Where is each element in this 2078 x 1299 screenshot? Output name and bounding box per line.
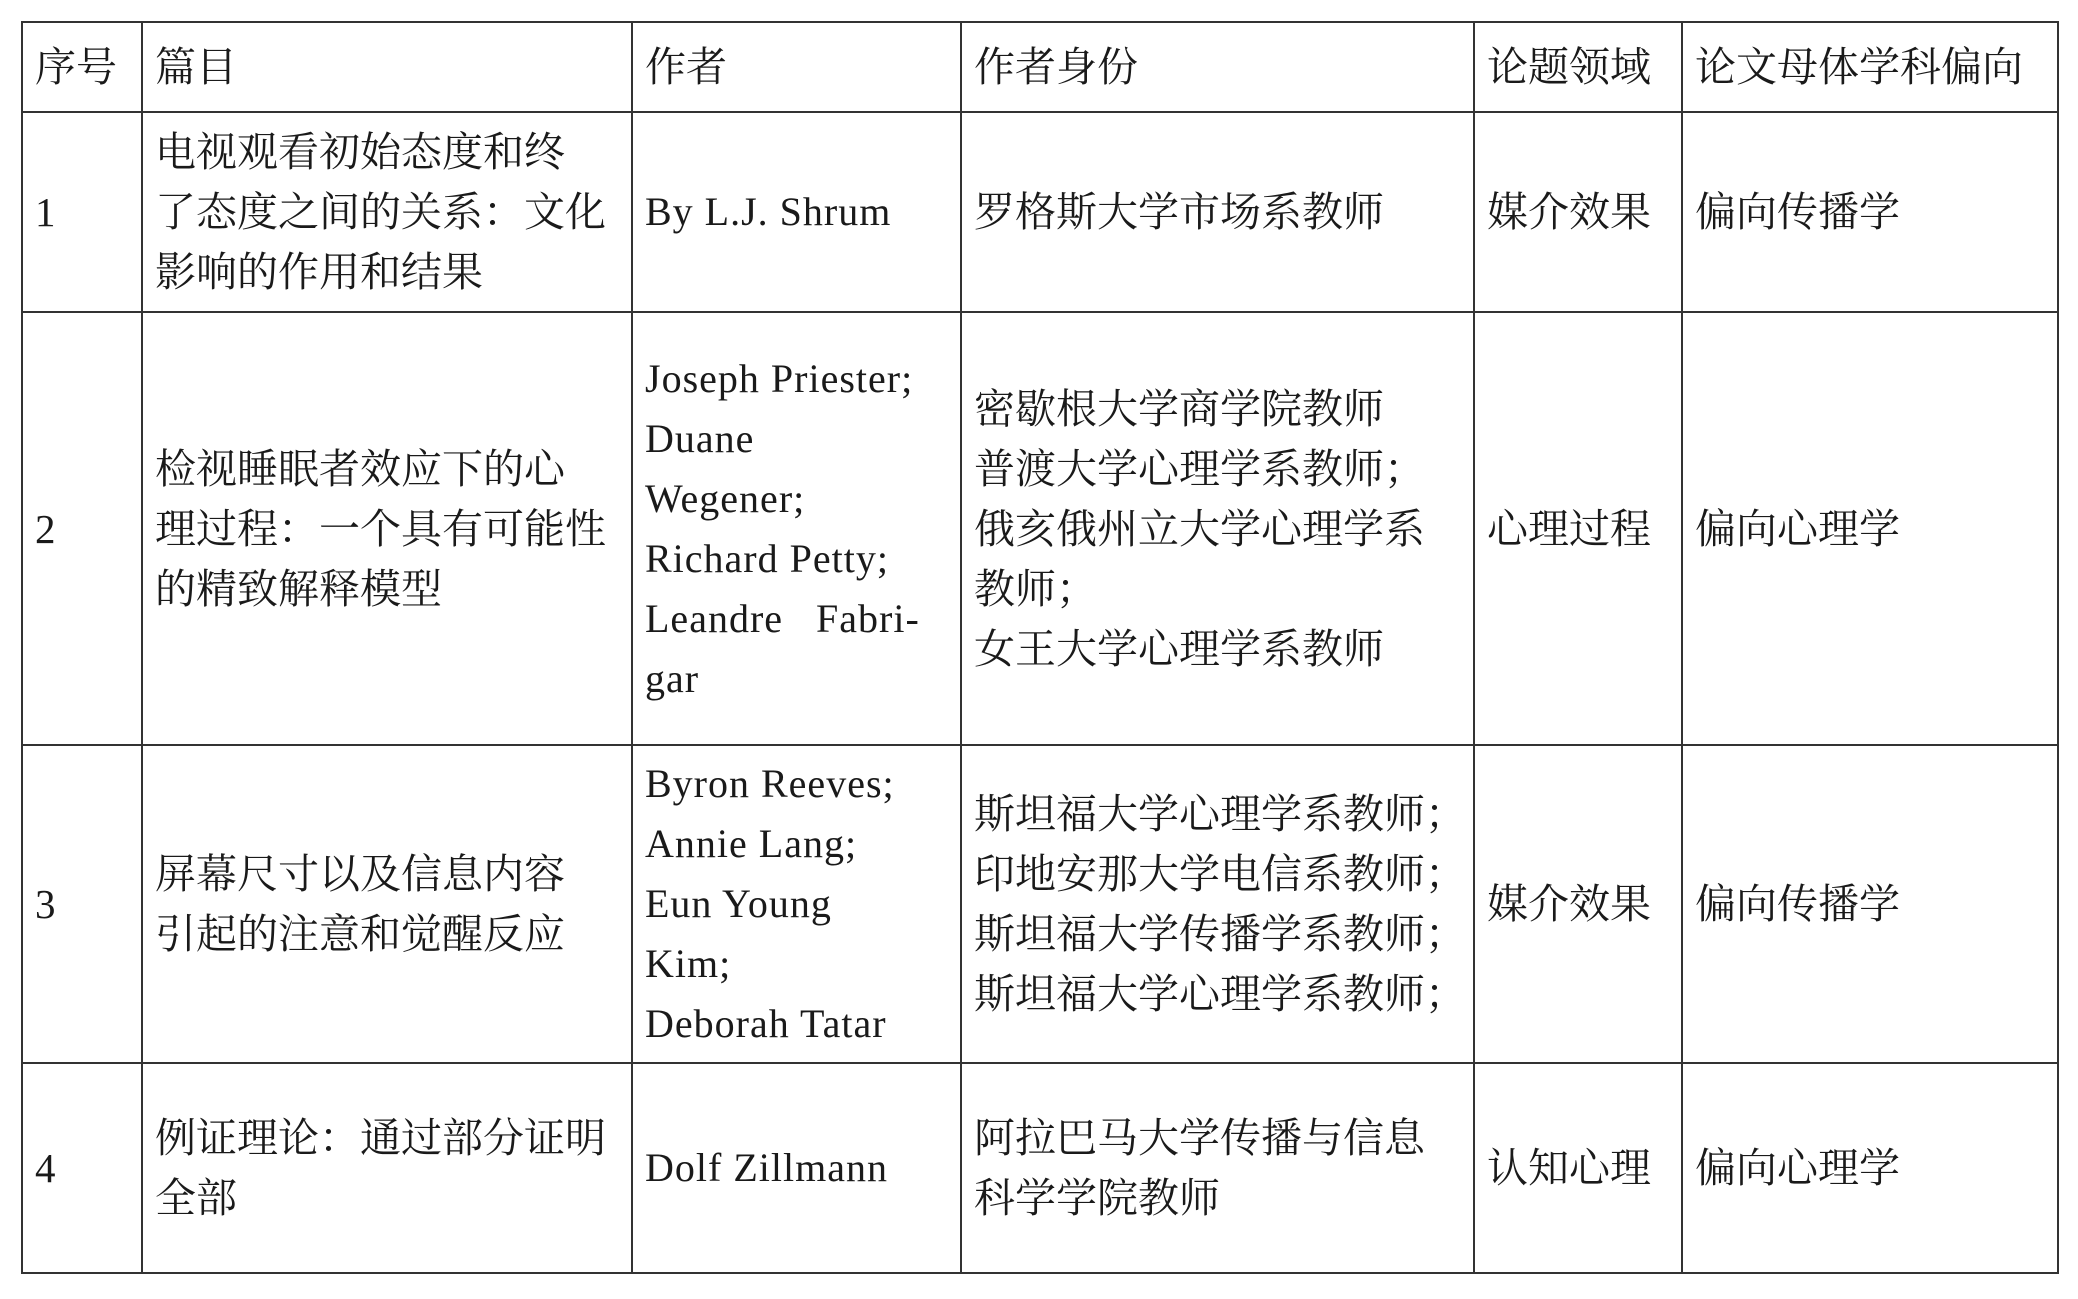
row-discipline: 偏向传播学 bbox=[1682, 112, 2058, 312]
table-row bbox=[22, 112, 2058, 312]
table-row bbox=[22, 745, 2058, 1063]
author-line: Kim; bbox=[645, 941, 732, 986]
header-affiliations: 作者身份 bbox=[961, 22, 1474, 112]
row-authors bbox=[632, 745, 961, 1063]
title-line: 屏幕尺寸以及信息内容 bbox=[155, 850, 565, 898]
row-affiliations bbox=[961, 112, 1474, 312]
author-line: Byron Reeves; bbox=[645, 761, 895, 806]
affiliation-line: 印地安那大学电信系教师； bbox=[974, 850, 1466, 898]
author-line: Leandre Fabri- bbox=[645, 595, 920, 641]
affiliation-line: 斯坦福大学传播学系教师； bbox=[974, 910, 1466, 958]
title-line: 全部 bbox=[155, 1174, 237, 1222]
header-authors: 作者 bbox=[632, 22, 961, 112]
affiliation-line: 密歇根大学商学院教师 bbox=[974, 384, 1384, 433]
row-domain: 认知心理 bbox=[1474, 1063, 1682, 1273]
title-line: 影响的作用和结果 bbox=[155, 248, 483, 296]
row-title bbox=[142, 1063, 632, 1273]
affiliation-line: 教师； bbox=[974, 564, 1097, 613]
author-line: Richard Petty; bbox=[645, 535, 889, 581]
row-title bbox=[142, 745, 632, 1063]
row-domain: 媒介效果 bbox=[1474, 745, 1682, 1063]
row-domain: 心理过程 bbox=[1474, 312, 1682, 745]
title-line: 的精致解释模型 bbox=[155, 564, 442, 613]
author-line: gar bbox=[645, 655, 700, 701]
row-index: 4 bbox=[22, 1063, 142, 1273]
header-domain: 论题领域 bbox=[1474, 22, 1682, 112]
header-index: 序号 bbox=[22, 22, 142, 112]
row-index: 3 bbox=[22, 745, 142, 1063]
author-line: By L.J. Shrum bbox=[645, 189, 892, 234]
row-index: 1 bbox=[22, 112, 142, 312]
author-line: Eun Young bbox=[645, 881, 832, 926]
title-line: 理过程：一个具有可能性 bbox=[155, 504, 606, 553]
row-title bbox=[142, 112, 632, 312]
author-line: Joseph Priester; bbox=[645, 355, 914, 401]
affiliation-line: 罗格斯大学市场系教师 bbox=[974, 188, 1384, 236]
title-line: 了态度之间的关系：文化 bbox=[155, 188, 606, 236]
row-discipline: 偏向传播学 bbox=[1682, 745, 2058, 1063]
affiliation-line: 斯坦福大学心理学系教师； bbox=[974, 790, 1466, 838]
title-line: 检视睡眠者效应下的心 bbox=[155, 444, 565, 493]
row-affiliations bbox=[961, 745, 1474, 1063]
row-authors bbox=[632, 312, 961, 745]
author-line: Wegener; bbox=[645, 475, 806, 521]
affiliation-line: 科学学院教师 bbox=[974, 1174, 1220, 1222]
affiliation-line: 俄亥俄州立大学心理学系 bbox=[974, 504, 1425, 553]
table-header-row bbox=[22, 22, 2058, 112]
author-line: Deborah Tatar bbox=[645, 1001, 887, 1046]
row-affiliations bbox=[961, 1063, 1474, 1273]
table-row bbox=[22, 1063, 2058, 1273]
author-line: Dolf Zillmann bbox=[645, 1145, 888, 1190]
row-authors bbox=[632, 112, 961, 312]
title-line: 电视观看初始态度和终 bbox=[155, 128, 565, 176]
papers-table-container bbox=[21, 21, 2059, 1274]
affiliation-line: 普渡大学心理学系教师； bbox=[974, 444, 1425, 493]
author-line: Duane bbox=[645, 415, 755, 461]
row-discipline: 偏向心理学 bbox=[1682, 312, 2058, 745]
title-line: 例证理论：通过部分证明 bbox=[155, 1114, 606, 1162]
row-domain: 媒介效果 bbox=[1474, 112, 1682, 312]
affiliation-line: 女王大学心理学系教师 bbox=[974, 624, 1384, 673]
affiliation-line: 斯坦福大学心理学系教师； bbox=[974, 970, 1466, 1018]
row-title bbox=[142, 312, 632, 745]
row-affiliations bbox=[961, 312, 1474, 745]
header-discipline: 论文母体学科偏向 bbox=[1682, 22, 2058, 112]
row-index: 2 bbox=[22, 312, 142, 745]
affiliation-line: 阿拉巴马大学传播与信息 bbox=[974, 1114, 1425, 1162]
header-title: 篇目 bbox=[142, 22, 632, 112]
row-authors bbox=[632, 1063, 961, 1273]
title-line: 引起的注意和觉醒反应 bbox=[155, 910, 565, 958]
table-row bbox=[22, 312, 2058, 745]
papers-table bbox=[21, 21, 2059, 1274]
row-discipline: 偏向心理学 bbox=[1682, 1063, 2058, 1273]
author-line: Annie Lang; bbox=[645, 821, 858, 866]
